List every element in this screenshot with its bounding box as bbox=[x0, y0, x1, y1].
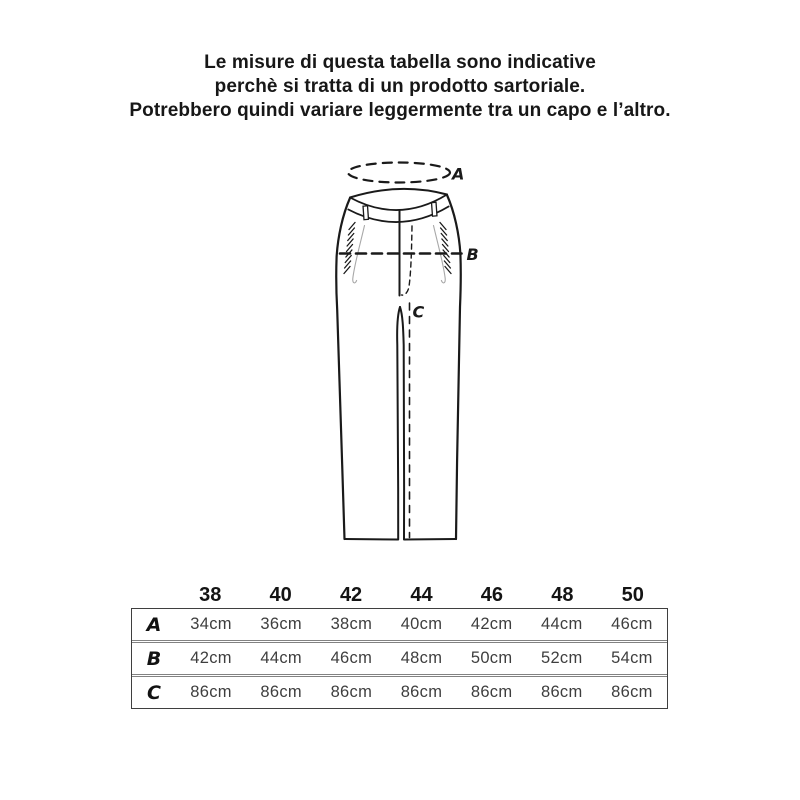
right-pocket-hatching bbox=[440, 223, 451, 274]
waistband-back-rim bbox=[350, 189, 447, 198]
waist-measure-ellipse bbox=[348, 163, 450, 183]
intro-line-2: perchè si tratta di un prodotto sartoriale. bbox=[214, 76, 586, 97]
size-column-header: 38 bbox=[199, 583, 222, 606]
measure-cell: 44cm bbox=[540, 615, 583, 633]
left-inseam bbox=[397, 307, 400, 539]
measure-cell: 86cm bbox=[400, 683, 443, 701]
measure-cell: 86cm bbox=[330, 683, 373, 701]
table-row-waist bbox=[132, 609, 667, 640]
row-label: C bbox=[147, 681, 161, 704]
measure-cell: 46cm bbox=[611, 615, 653, 633]
left-pocket-hatching bbox=[344, 223, 355, 274]
table-row-hip bbox=[132, 640, 667, 674]
measure-cell: 38cm bbox=[330, 615, 373, 633]
right-belt-loop bbox=[432, 202, 437, 216]
row-label: B bbox=[146, 647, 162, 670]
measure-cell: 42cm bbox=[470, 615, 513, 633]
measure-cell: 44cm bbox=[260, 649, 302, 667]
table-row-inseam bbox=[132, 674, 667, 708]
measure-cell: 48cm bbox=[400, 649, 443, 667]
right-inseam bbox=[400, 307, 404, 539]
intro-line-3: Potrebbero quindi variare leggermente tra un capo e l’altro. bbox=[129, 100, 671, 121]
measure-cell: 42cm bbox=[190, 649, 232, 667]
measure-cell: 52cm bbox=[540, 649, 583, 667]
measure-cell: 46cm bbox=[330, 649, 373, 667]
measure-cell: 86cm bbox=[190, 683, 232, 701]
left-leg-hem bbox=[345, 539, 399, 540]
inseam-label: C bbox=[412, 302, 425, 322]
measure-cell: 86cm bbox=[260, 683, 302, 701]
size-column-header: 42 bbox=[339, 583, 363, 606]
measure-cell: 86cm bbox=[540, 683, 583, 701]
right-leg-hem bbox=[404, 539, 456, 540]
measure-cell: 86cm bbox=[470, 683, 513, 701]
size-column-header: 44 bbox=[410, 583, 433, 606]
left-belt-loop bbox=[363, 206, 368, 220]
pants-technical-drawing bbox=[300, 140, 500, 570]
measure-cell: 40cm bbox=[400, 615, 443, 633]
size-column-header: 50 bbox=[621, 583, 644, 606]
size-column-header: 40 bbox=[269, 583, 292, 606]
measure-cell: 86cm bbox=[611, 683, 653, 701]
measure-cell: 54cm bbox=[611, 649, 653, 667]
size-header-row bbox=[131, 582, 668, 608]
measure-cell: 36cm bbox=[260, 615, 302, 633]
size-table bbox=[131, 582, 668, 709]
waist-label: A bbox=[452, 164, 465, 184]
hip-label: B bbox=[466, 245, 479, 264]
size-column-header: 48 bbox=[551, 583, 574, 606]
measure-cell: 34cm bbox=[190, 615, 232, 633]
right-side-seam bbox=[447, 195, 461, 539]
measure-cell: 50cm bbox=[470, 649, 513, 667]
intro-line-1: Le misure di questa tabella sono indicative bbox=[204, 52, 596, 73]
intro-text bbox=[0, 51, 800, 123]
row-label: A bbox=[146, 613, 162, 636]
fly-stitch-dashed bbox=[402, 226, 412, 295]
size-column-header: 46 bbox=[480, 583, 504, 606]
table-body bbox=[131, 608, 668, 709]
